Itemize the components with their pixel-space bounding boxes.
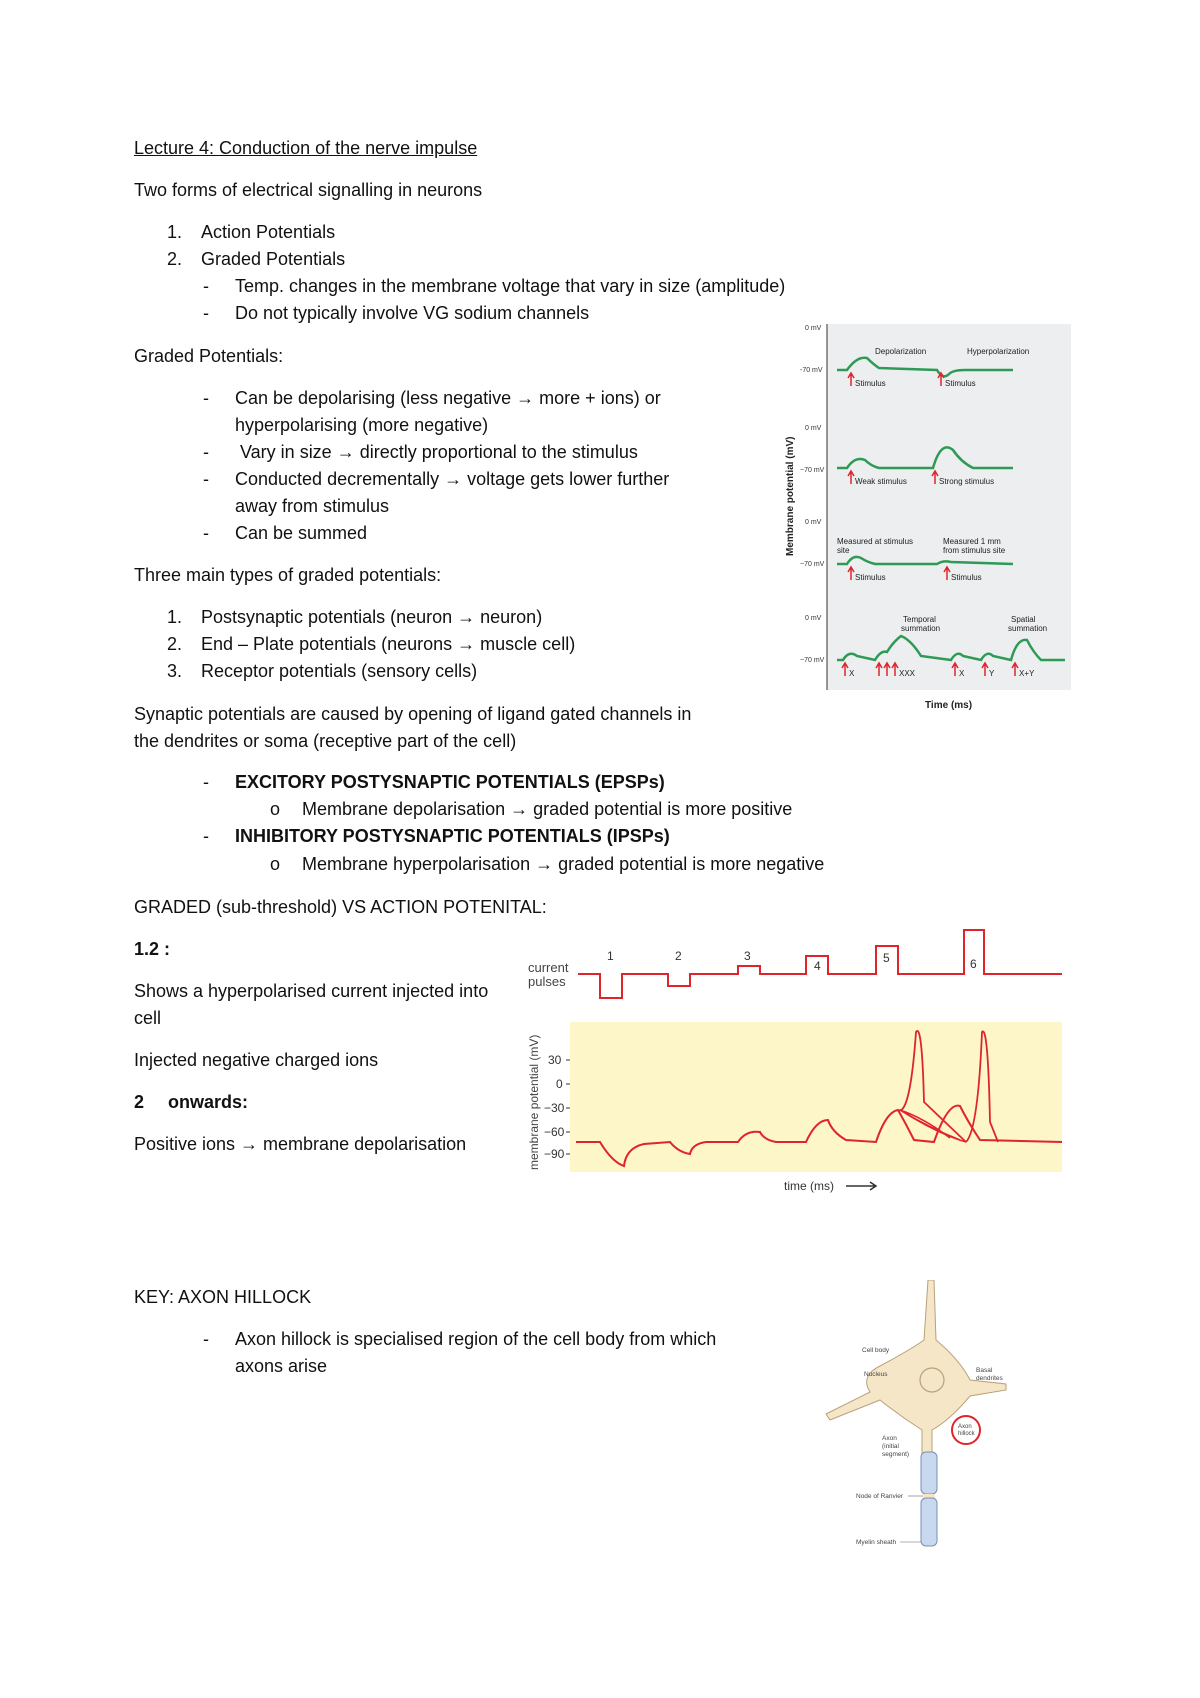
annotation: Measured 1 mm	[943, 537, 1001, 546]
list-item: Vary in size → directly proportional to the stimulus	[235, 442, 638, 462]
section-heading: KEY: AXON HILLOCK	[134, 1287, 312, 1307]
tick-label: −30	[544, 1101, 565, 1115]
epsp-title: EXCITORY POSTYSNAPTIC POTENTIALS (EPSPs)	[235, 772, 665, 792]
tick-label: −70 mV	[800, 561, 825, 568]
pulse-label: 1	[607, 949, 614, 963]
o-bullet: o	[270, 854, 281, 874]
annotation: from stimulus site	[943, 546, 1006, 555]
graded-potentials-figure	[775, 316, 1075, 718]
annotation: Strong stimulus	[939, 477, 995, 486]
list-item-continued: away from stimulus	[235, 496, 390, 516]
y-axis-label: membrane potential (mV)	[527, 1034, 541, 1170]
annotation: Hyperpolarization	[967, 347, 1030, 356]
pulse-label: 3	[744, 949, 751, 963]
intro-text: Two forms of electrical signalling in neurons	[134, 180, 483, 200]
paragraph-line: cell	[134, 1008, 162, 1028]
dash-bullet: -	[203, 826, 209, 846]
myelin-segment	[921, 1452, 937, 1494]
paragraph-line: Synaptic potentials are caused by opening of ligand gated channels in	[134, 704, 692, 724]
dash-bullet: -	[203, 469, 209, 489]
subsection-label: onwards:	[168, 1092, 249, 1112]
epsp-description: Membrane depolarisation → graded potential is more positive	[302, 799, 793, 819]
myelin-segment	[921, 1498, 937, 1546]
annotation: dendrites	[976, 1375, 1003, 1382]
tick-label: −60	[544, 1125, 565, 1139]
list-item: Graded Potentials	[201, 249, 346, 269]
list-number: 2.	[167, 249, 183, 269]
annotation: current	[528, 960, 569, 975]
list-item: Can be summed	[235, 523, 368, 543]
annotation: hillock	[958, 1431, 975, 1437]
list-item-continued: hyperpolarising (more negative)	[235, 415, 489, 435]
annotation: Stimulus	[855, 379, 886, 388]
tick-label: 0	[556, 1077, 563, 1091]
pulse-label: 4	[814, 959, 821, 973]
tick-label: −70 mV	[800, 657, 825, 664]
annotation: Myelin sheath	[856, 1539, 897, 1546]
dash-bullet: -	[203, 388, 209, 408]
list-item: Temp. changes in the membrane voltage that vary in size (amplitude)	[235, 276, 786, 296]
paragraph-line: Shows a hyperpolarised current injected into	[134, 981, 489, 1001]
list-item: Conducted decrementally → voltage gets lower further	[235, 469, 670, 489]
annotation: Basal	[976, 1367, 993, 1374]
annotation: Node of Ranvier	[856, 1493, 903, 1500]
annotation: summation	[901, 624, 941, 633]
current-pulses-figure	[520, 922, 1070, 1202]
tick-label: −90	[544, 1147, 565, 1161]
tick-label: 0 mV	[805, 425, 822, 432]
list-number: 2.	[167, 634, 183, 654]
list-item: Action Potentials	[201, 222, 336, 242]
subsection-number: 2	[134, 1092, 145, 1112]
pulse-label: 6	[970, 957, 977, 971]
tick-label: 30	[548, 1053, 562, 1067]
dash-bullet: -	[203, 772, 209, 792]
dash-bullet: -	[203, 523, 209, 543]
annotation: X	[849, 669, 855, 678]
dash-bullet: -	[203, 276, 209, 296]
tick-label: 0 mV	[805, 615, 822, 622]
pulse-label: 2	[675, 949, 682, 963]
section-heading: Three main types of graded potentials:	[134, 565, 442, 585]
section-heading: Graded Potentials:	[134, 346, 284, 366]
annotation: Stimulus	[855, 573, 886, 582]
annotation: Stimulus	[951, 573, 982, 582]
axon-hillock-highlight	[952, 1416, 980, 1444]
o-bullet: o	[270, 799, 281, 819]
annotation: Y	[989, 669, 995, 678]
annotation: summation	[1008, 624, 1048, 633]
annotation: (initial	[882, 1443, 899, 1450]
annotation: Depolarization	[875, 347, 927, 356]
annotation: Nucleus	[864, 1371, 888, 1378]
list-item-continued: axons arise	[235, 1356, 328, 1376]
x-axis-label: Time (ms)	[925, 700, 973, 711]
annotation: Measured at stimulus	[837, 537, 914, 546]
ipsp-title: INHIBITORY POSTYSNAPTIC POTENTIALS (IPSPs)	[235, 826, 670, 846]
annotation: Cell body	[862, 1347, 890, 1354]
annotation: Stimulus	[945, 379, 976, 388]
plot-background	[570, 1022, 1062, 1172]
paragraph-line: Positive ions → membrane depolarisation	[134, 1134, 467, 1154]
dash-bullet: -	[203, 442, 209, 462]
neuron-diagram	[820, 1280, 1020, 1565]
annotation: Spatial	[1011, 615, 1036, 624]
annotation: XXX	[899, 669, 916, 678]
page-title: Lecture 4: Conduction of the nerve impulse	[134, 138, 478, 158]
annotation: site	[837, 546, 850, 555]
annotation: segment)	[882, 1451, 910, 1458]
annotation: Axon	[882, 1435, 897, 1442]
list-number: 1.	[167, 607, 183, 627]
dash-bullet: -	[203, 303, 209, 323]
list-item: Axon hillock is specialised region of the cell body from which	[235, 1329, 717, 1349]
list-item: Can be depolarising (less negative → more + ions) or	[235, 388, 661, 408]
tick-label: 0 mV	[805, 325, 822, 332]
tick-label: -70 mV	[800, 367, 823, 374]
x-axis-label: time (ms)	[784, 1179, 834, 1193]
list-item: Receptor potentials (sensory cells)	[201, 661, 478, 681]
tick-label: 0 mV	[805, 519, 822, 526]
annotation: Temporal	[903, 615, 936, 624]
pulse-label: 5	[883, 951, 890, 965]
list-item: End – Plate potentials (neurons → muscle cell)	[201, 634, 576, 654]
tick-label: −70 mV	[800, 467, 825, 474]
list-number: 3.	[167, 661, 183, 681]
paragraph-line: the dendrites or soma (receptive part of the cell)	[134, 731, 517, 751]
annotation: X+Y	[1019, 669, 1035, 678]
ipsp-description: Membrane hyperpolarisation → graded potential is more negative	[302, 854, 825, 874]
list-item: Postsynaptic potentials (neuron → neuron)	[201, 607, 543, 627]
annotation: Axon	[958, 1424, 972, 1430]
y-axis-label: Membrane potential (mV)	[785, 436, 796, 556]
section-heading: GRADED (sub-threshold) VS ACTION POTENITAL:	[134, 897, 547, 917]
annotation: pulses	[528, 974, 566, 989]
subsection-label: 1.2 :	[134, 939, 171, 959]
node-of-ranvier	[923, 1494, 935, 1498]
list-item: Do not typically involve VG sodium channels	[235, 303, 590, 323]
list-number: 1.	[167, 222, 183, 242]
arrow-right-icon	[846, 1182, 876, 1190]
dash-bullet: -	[203, 1329, 209, 1349]
annotation: Weak stimulus	[855, 477, 907, 486]
annotation: X	[959, 669, 965, 678]
paragraph-line: Injected negative charged ions	[134, 1050, 379, 1070]
